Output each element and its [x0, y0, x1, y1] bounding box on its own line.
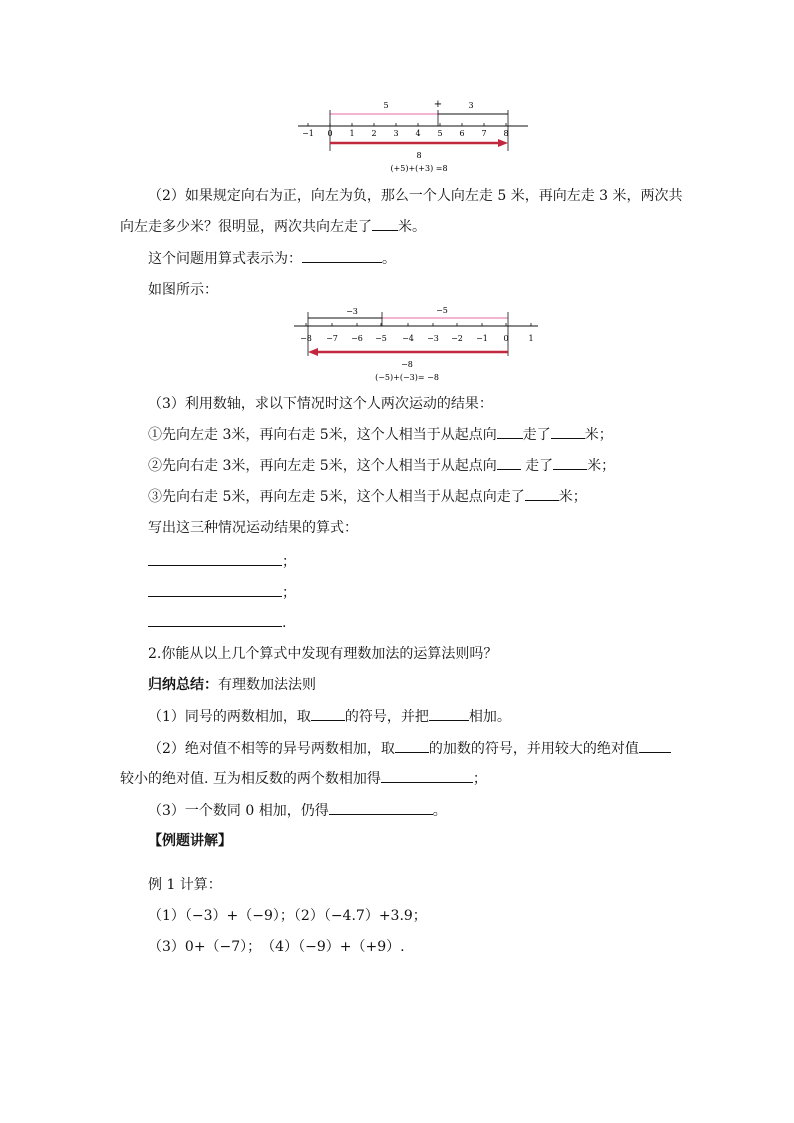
expr-end: 。	[382, 251, 396, 267]
rule2-mid: 的加数的符号，并用较大的绝对值	[428, 741, 639, 757]
fig2-equation: (−5)+(−3)= −8	[375, 373, 439, 382]
fig1-tick-label: 7	[481, 129, 487, 138]
as-shown-text: 如图所示：	[148, 282, 218, 298]
fig2-tick-label: −4	[402, 334, 414, 343]
case3-text: ③先向右走 5米，再向左走 5米，这个人相当于从起点向走了	[148, 489, 525, 505]
fig2-tick-label: −2	[451, 334, 463, 343]
fig2-arrowhead	[308, 348, 318, 356]
case3-end: 米；	[558, 489, 587, 505]
rule3-end: 。	[432, 803, 447, 819]
fig1-tick-label: 8	[503, 129, 509, 138]
p2-line2-text: 向左走多少米？很明显，两次共向左走了	[120, 219, 372, 235]
case1-direction-blank[interactable]	[497, 424, 523, 439]
fig2-tick-label: −5	[375, 334, 387, 343]
fig2-label-minus5: −5	[436, 306, 448, 315]
formula-end-2: ；	[282, 585, 296, 601]
case3-distance-blank[interactable]	[525, 486, 559, 501]
fig1-arrow-label: 8	[416, 151, 422, 160]
rule2-continued: 较小的绝对值. 互为相反数的两个数相加得	[120, 771, 381, 787]
case2-text: ②先向右走 3米，再向左走 5米，这个人相当于从起点向	[148, 458, 497, 474]
expr-text: 这个问题用算式表示为：	[148, 251, 302, 267]
case1-distance-blank[interactable]	[551, 424, 585, 439]
number-line-figure-1	[290, 96, 540, 176]
fig1-label-plus: +	[433, 99, 443, 110]
fig1-tick-label: 5	[437, 129, 443, 138]
summary-title: 归纳总结：	[148, 677, 218, 693]
example-line-1: （1）（−3）+（−9）；（2）（−4.7）+3.9；	[148, 908, 427, 924]
case2-end: 米；	[587, 458, 616, 474]
formula-end-1: ；	[282, 554, 296, 570]
fig2-tick-label: −7	[326, 334, 338, 343]
case2-mid: 走了	[520, 458, 554, 474]
fig1-tick-label: 6	[459, 129, 465, 138]
fig2-arrow-label: −8	[401, 360, 413, 369]
case1-mid: 走了	[522, 427, 551, 443]
rule1-blank-sign[interactable]	[311, 706, 345, 721]
rule3-text: （3）一个数同 0 相加，仍得	[148, 803, 329, 819]
p2-line2-end: 米。	[398, 219, 426, 235]
p2-line1: （2）如果规定向右为正，向左为负，那么一个人向左走 5 米，再向左走 3 米，两次共	[148, 188, 683, 204]
fig2-tick-label: 1	[528, 334, 534, 343]
rule2-blank-op[interactable]	[639, 738, 671, 753]
case1-text: ①先向左走 3米，再向右走 5米，这个人相当于从起点向	[148, 427, 497, 443]
formula-blank-1[interactable]	[148, 551, 282, 566]
fig1-tick-label: 4	[415, 129, 421, 138]
fig1-equation: (+5)+(+3) =8	[390, 164, 448, 173]
formula-blank-2[interactable]	[148, 582, 282, 597]
fig2-tick-label: −1	[476, 334, 488, 343]
fig1-label-5: 5	[383, 101, 389, 110]
write-formulas-text: 写出这三种情况运动结果的算式：	[148, 520, 358, 536]
fig1-tick-label: 2	[371, 129, 377, 138]
rule3-blank[interactable]	[329, 800, 433, 815]
fig1-tick-label: −1	[302, 129, 314, 138]
fig1-tick-label: 0	[327, 129, 333, 138]
formula-end-3: .	[282, 615, 287, 631]
formula-blank-3[interactable]	[148, 612, 282, 627]
fig1-label-3: 3	[468, 101, 474, 110]
example-title: 例 1 计算：	[148, 877, 222, 893]
fig2-tick-label: −6	[351, 334, 363, 343]
p2-blank[interactable]	[372, 216, 398, 231]
fig1-arrowhead	[498, 139, 508, 147]
summary-subtitle: 有理数加法法则	[218, 677, 316, 693]
p3-intro: （3）利用数轴，求以下情况时这个人两次运动的结果：	[148, 396, 493, 412]
rule2-text: （2）绝对值不相等的异号两数相加，取	[148, 741, 395, 757]
rule1-mid: 的符号，并把	[344, 709, 429, 725]
rule2-blank-sign[interactable]	[395, 738, 429, 753]
rule1-text: （1）同号的两数相加，取	[148, 709, 311, 725]
fig1-tick-label: 1	[349, 129, 355, 138]
rule1-blank-add[interactable]	[429, 706, 469, 721]
case1-end: 米；	[584, 427, 613, 443]
question-2: 2.你能从以上几个算式中发现有理数加法的运算法则吗？	[148, 646, 498, 662]
fig2-label-minus3: −3	[346, 307, 358, 316]
example-header: 【例题讲解】	[148, 833, 232, 849]
case2-distance-blank[interactable]	[553, 455, 587, 470]
rule1-end: 相加。	[468, 709, 511, 725]
expr-blank[interactable]	[302, 248, 382, 263]
fig2-tick-label: −3	[427, 334, 439, 343]
example-line-2: （3）0+（−7）； （4）（−9）+（+9）.	[148, 939, 405, 955]
fig2-tick-label: 0	[503, 334, 509, 343]
case2-direction-blank[interactable]	[497, 455, 521, 470]
rule2-end: ；	[472, 771, 487, 787]
fig1-tick-label: 3	[393, 129, 399, 138]
fig2-tick-label: −8	[300, 334, 312, 343]
number-line-figure-2	[290, 304, 540, 384]
rule2-blank-opposite[interactable]	[381, 768, 473, 783]
